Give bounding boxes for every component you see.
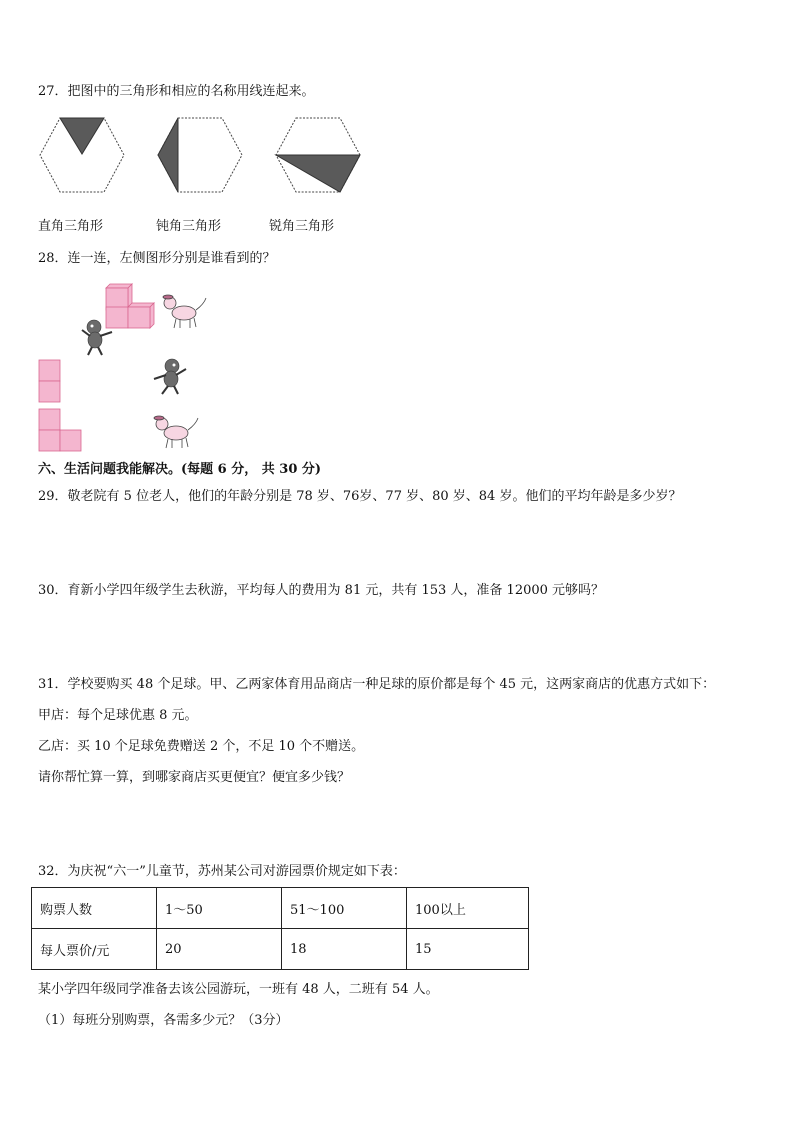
hexagon-right-triangle-figure [38, 116, 126, 194]
q31-text: 31．学校要购买 48 个足球。甲、乙两家体育用品商店一种足球的原价都是每个 45 元，这两家商店的优惠方式如下： [38, 677, 716, 692]
q32-sub1: （1）每班分别购票，各需多少元？（3分） [38, 1013, 289, 1028]
q31-ask: 请你帮忙算一算，到哪家商店买更便宜？便宜多少钱？ [38, 770, 351, 785]
table-cell: 每人票价/元 [32, 929, 157, 970]
monkey-icon [152, 357, 188, 395]
q29-text: 29．敬老院有 5 位老人，他们的年龄分别是 78 岁、76岁、77 岁、80 岁、84 岁。他们的平均年龄是多少岁？ [38, 489, 682, 504]
table-cell: 18 [282, 929, 407, 970]
table-cell: 购票人数 [32, 888, 157, 929]
dog-icon [152, 414, 200, 450]
table-cell: 1～50 [157, 888, 282, 929]
dog-icon [160, 294, 208, 330]
q30-text: 30．育新小学四年级学生去秋游，平均每人的费用为 81 元，共有 153 人，准备 12000 元够吗？ [38, 583, 605, 598]
view-figure-vertical [38, 359, 62, 403]
q28-text: 28．连一连，左侧图形分别是谁看到的？ [38, 251, 276, 266]
table-row [32, 929, 529, 970]
label-obtuse-triangle: 钝角三角形 [156, 219, 222, 234]
view-figure-l-shape [38, 408, 84, 453]
label-right-triangle: 直角三角形 [38, 219, 104, 234]
q31-shop-a: 甲店：每个足球优惠 8 元。 [38, 708, 198, 723]
q32-info: 某小学四年级同学准备去该公园游玩，一班有 48 人，二班有 54 人。 [38, 982, 439, 997]
table-cell: 100以上 [407, 888, 529, 929]
table-cell: 15 [407, 929, 529, 970]
q27-text: 27．把图中的三角形和相应的名称用线连起来。 [38, 84, 315, 99]
hexagon-acute-triangle-figure [274, 116, 362, 194]
hexagon-obtuse-triangle-figure [156, 116, 244, 194]
monkey-icon [80, 318, 116, 356]
table-row [32, 888, 529, 929]
section6-title: 六、生活问题我能解决。(每题 6 分， 共 30 分) [38, 462, 322, 477]
table-cell: 51～100 [282, 888, 407, 929]
label-acute-triangle: 锐角三角形 [269, 219, 335, 234]
ticket-price-table [31, 887, 529, 970]
table-cell: 20 [157, 929, 282, 970]
q31-shop-b: 乙店：买 10 个足球免费赠送 2 个，不足 10 个不赠送。 [38, 739, 365, 754]
q32-text: 32．为庆祝“六一”儿童节，苏州某公司对游园票价规定如下表： [38, 864, 406, 879]
